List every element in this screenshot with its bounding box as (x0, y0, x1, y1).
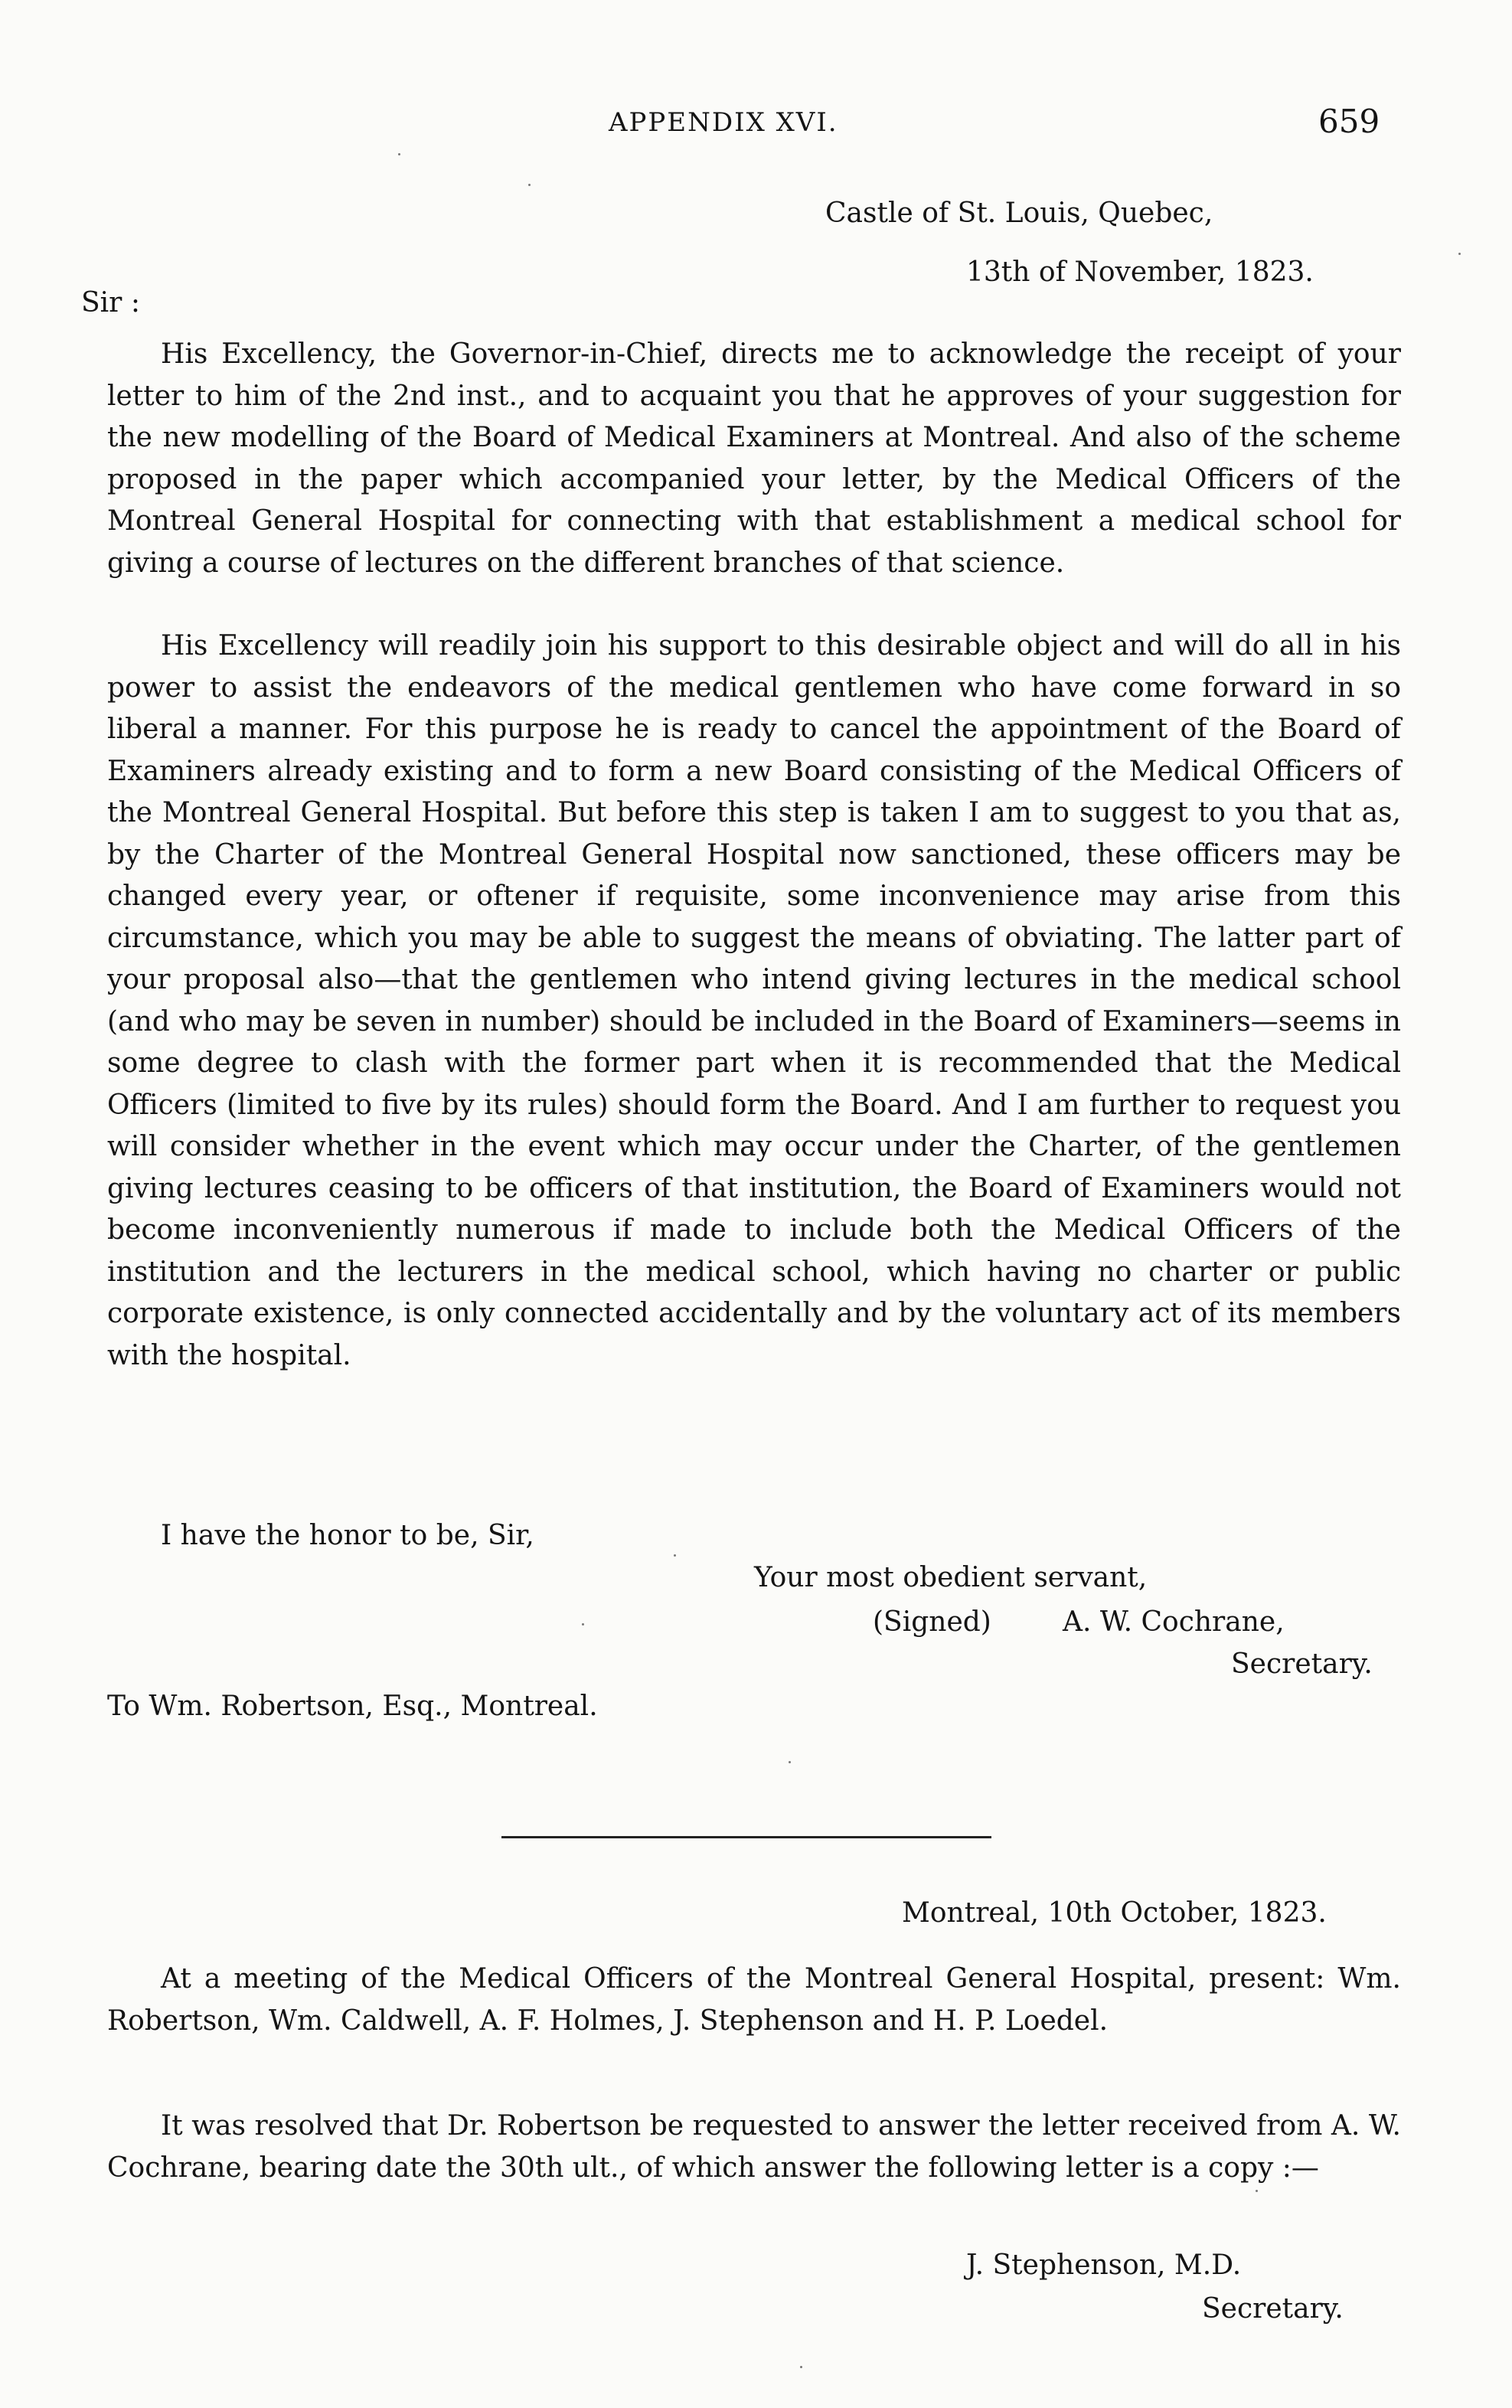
scan-speck (582, 1623, 584, 1625)
letter-signer: A. W. Cochrane, (1063, 1606, 1285, 1638)
scan-speck (674, 1554, 676, 1557)
salutation: Sir : (81, 287, 140, 319)
minutes-paragraph-1: At a meeting of the Medical Officers of the Montreal General Hospital, present: Wm. Robertson, Wm. Caldwell, A. F. Holmes, J. Stephenson and H. P. Loedel. (107, 1963, 1401, 2037)
scan-speck (1256, 2190, 1258, 2192)
letter-closing: I have the honor to be, Sir, (161, 1520, 534, 1551)
scan-speck (528, 184, 531, 186)
signed-label: (Signed) (873, 1606, 991, 1638)
page-number: 659 (1318, 103, 1380, 140)
letter-paragraph-1: His Excellency, the Governor-in-Chief, directs me to acknowledge the receipt of your letter to him of the 2nd inst., and to acquaint you that he approves of your suggestion for the new modelling of the Board of Medical Examiners at Montreal. And also of the scheme proposed in the paper which accompanied your letter, by the Medical Officers of the Montreal General Hospital for connecting with that establishment a medical school for giving a course of lectures on the different branches of that science. (107, 338, 1401, 579)
letter-place: Castle of St. Louis, Quebec, (825, 198, 1213, 229)
scan-speck (398, 153, 400, 155)
minutes-place-date: Montreal, 10th October, 1823. (902, 1897, 1327, 1929)
minutes-signer-title: Secretary. (1202, 2293, 1344, 2325)
letter-signer-title: Secretary. (1231, 1648, 1373, 1680)
complimentary-close: Your most obedient servant, (754, 1562, 1148, 1593)
letter-date: 13th of November, 1823. (966, 256, 1314, 288)
scan-speck (789, 1761, 791, 1763)
letter-paragraph-2: His Excellency will readily join his support to this desirable object and will do all in his power to assist the endeavors of the medical gentlemen who have come forward in so liberal a manner. For this purpose he is ready to cancel the appointment of the Board of Examiners already existing and to form a new Board consisting of the Medical Officers of the Montreal General Hospital. But before this step is taken I am to suggest to you that as, by the Charter of the Montreal General Hospital now sanctioned, these officers may be changed every year, or oftener if requisite, some inconvenience may arise from this circumstance, which you may be able to suggest the means of obviating. The latter part of your proposal also—that the gentlemen who intend giving lectures in the medical school (and who may be seven in number) should be included in the Board of Examiners—seems in some degree to clash with the former part when it is recommended that the Medical Officers (limited to five by its rules) should form the Board. And I am further to request you will consider whether in the event which may occur under the Charter, of the gentlemen giving lectures ceasing to be officers of that institution, the Board of Examiners would not become inconveniently numerous if made to include both the Medical Officers of the institution and the lecturers in the medical school, which having no charter or public corporate existence, is only connected accidentally and by the voluntary act of its members with the hospital. (107, 630, 1401, 1371)
letter-addressee: To Wm. Robertson, Esq., Montreal. (107, 1691, 598, 1722)
minutes-paragraph-2: It was resolved that Dr. Robertson be requested to answer the letter received from A. W. Cochrane, bearing date the 30th ult., of which answer the following letter is a copy :— (107, 2110, 1401, 2184)
scan-speck (1458, 253, 1461, 255)
section-divider (501, 1836, 991, 1838)
scan-speck (800, 2366, 802, 2368)
minutes-signer: J. Stephenson, M.D. (966, 2250, 1242, 2281)
running-header: APPENDIX XVI. (609, 107, 838, 138)
